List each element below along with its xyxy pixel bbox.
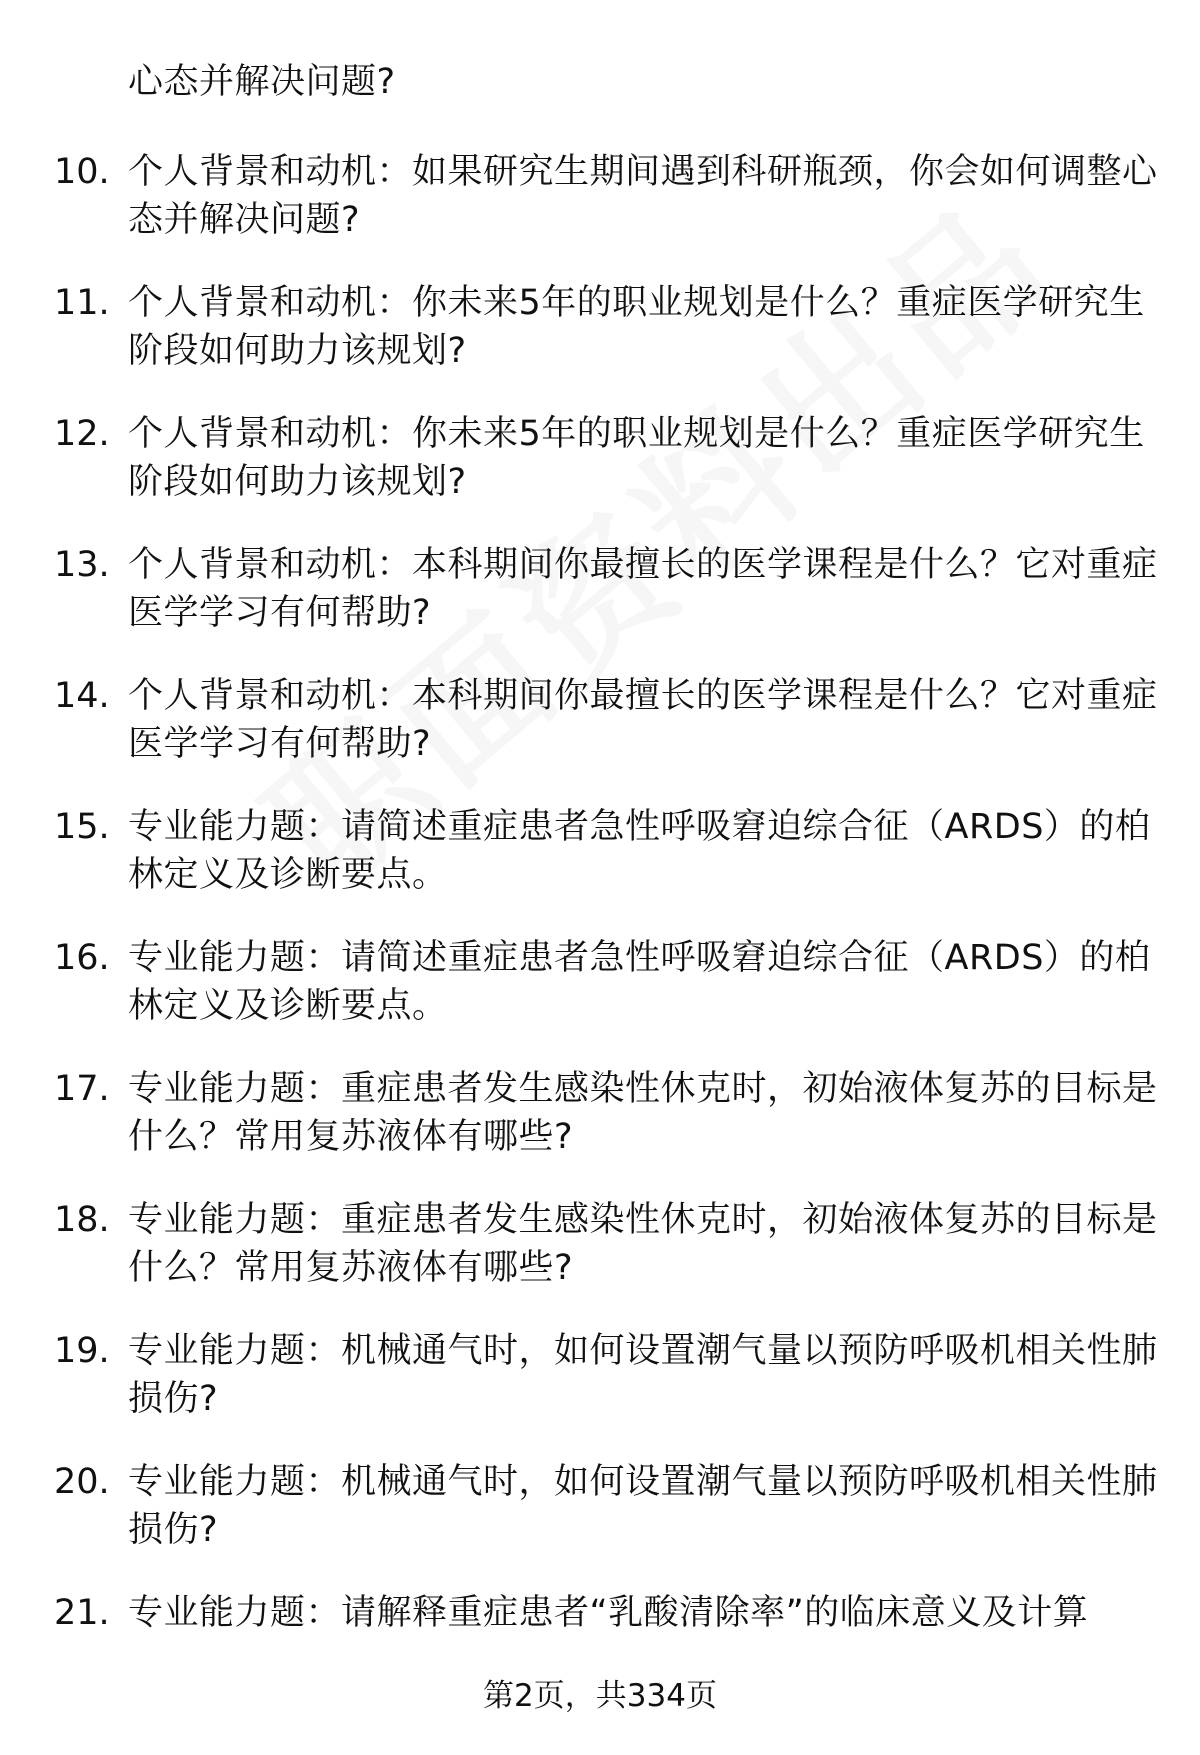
question-number: 14. <box>54 676 110 716</box>
question-text: 专业能力题：请解释重症患者“乳酸清除率”的临床意义及计算 <box>128 1593 1089 1633</box>
question-number: 15. <box>54 807 110 847</box>
page-footer: 第2页，共334页 <box>483 1678 717 1714</box>
question-text: 专业能力题：请简述重症患者急性呼吸窘迫综合征（ARDS）的柏林定义及诊断要点。 <box>128 807 1151 895</box>
question-number: 12. <box>54 414 110 454</box>
question-text: 专业能力题：机械通气时，如何设置潮气量以预防呼吸机相关性肺损伤? <box>128 1462 1158 1550</box>
list-item <box>0 1458 1200 1589</box>
list-item <box>0 934 1200 1065</box>
list-item <box>0 410 1200 541</box>
list-item <box>0 279 1200 410</box>
list-item <box>0 803 1200 934</box>
question-text: 个人背景和动机：本科期间你最擅长的医学课程是什么？它对重症医学学习有何帮助? <box>128 545 1158 633</box>
question-text: 专业能力题：请简述重症患者急性呼吸窘迫综合征（ARDS）的柏林定义及诊断要点。 <box>128 938 1151 1026</box>
list-item <box>0 148 1200 279</box>
question-text: 个人背景和动机：如果研究生期间遇到科研瓶颈，你会如何调整心态并解决问题? <box>128 152 1158 240</box>
question-text: 专业能力题：机械通气时，如何设置潮气量以预防呼吸机相关性肺损伤? <box>128 1331 1158 1419</box>
question-number: 18. <box>54 1200 110 1240</box>
question-text: 个人背景和动机：你未来5年的职业规划是什么？重症医学研究生阶段如何助力该规划? <box>128 414 1145 502</box>
question-list <box>0 148 1200 1720</box>
question-text: 个人背景和动机：你未来5年的职业规划是什么？重症医学研究生阶段如何助力该规划? <box>128 283 1145 371</box>
question-number: 20. <box>54 1462 110 1502</box>
continued-question-text: 心态并解决问题? <box>128 62 396 102</box>
list-item <box>0 1196 1200 1327</box>
list-item <box>0 1327 1200 1458</box>
question-number: 10. <box>54 152 110 192</box>
question-number: 21. <box>54 1593 110 1633</box>
question-number: 16. <box>54 938 110 978</box>
question-number: 13. <box>54 545 110 585</box>
question-text: 专业能力题：重症患者发生感染性休克时，初始液体复苏的目标是什么？常用复苏液体有哪些? <box>128 1200 1158 1288</box>
question-text: 个人背景和动机：本科期间你最擅长的医学课程是什么？它对重症医学学习有何帮助? <box>128 676 1158 764</box>
list-item <box>0 672 1200 803</box>
question-number: 17. <box>54 1069 110 1109</box>
question-text: 专业能力题：重症患者发生感染性休克时，初始液体复苏的目标是什么？常用复苏液体有哪些? <box>128 1069 1158 1157</box>
list-item <box>0 541 1200 672</box>
question-number: 11. <box>54 283 110 323</box>
list-item <box>0 1065 1200 1196</box>
question-number: 19. <box>54 1331 110 1371</box>
